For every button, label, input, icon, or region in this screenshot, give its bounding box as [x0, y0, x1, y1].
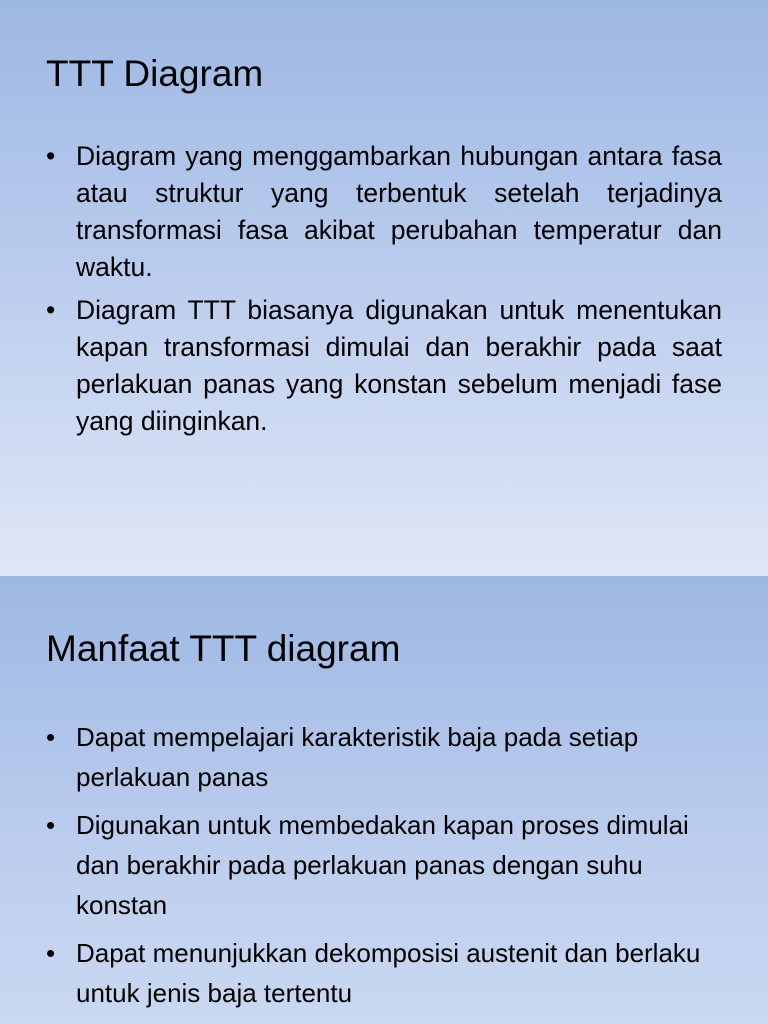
- bullet-text: Dapat mempelajari karakteristik baja pada setiap perlakuan panas: [76, 722, 639, 792]
- bullet-list: [46, 138, 722, 446]
- bullet-item: [46, 805, 722, 925]
- bullet-icon: •: [46, 722, 56, 752]
- bullet-icon: •: [46, 810, 56, 840]
- bullet-text: Diagram yang menggambarkan hubungan antara fasa atau struktur yang terbentuk setelah terjadinya transformasi fasa akibat perubahan temperatur dan waktu.: [76, 141, 722, 282]
- bullet-item: [46, 933, 722, 1013]
- bullet-icon: •: [46, 938, 56, 968]
- bullet-item: [46, 292, 722, 440]
- bullet-icon: •: [46, 141, 56, 171]
- bullet-text: Dapat menunjukkan dekomposisi austenit dan berlaku untuk jenis baja tertentu: [76, 938, 701, 1008]
- slide-title: Manfaat TTT diagram: [46, 628, 401, 669]
- bullet-text: Digunakan untuk membedakan kapan proses dimulai dan berakhir pada perlakuan panas dengan suhu konstan: [76, 810, 689, 920]
- bullet-text: Diagram TTT biasanya digunakan untuk menentukan kapan transformasi dimulai dan berakhir pada saat perlakuan panas yang konstan sebelum menjadi fase yang diinginkan.: [76, 295, 722, 436]
- bullet-item: [46, 717, 722, 797]
- slide-title: TTT Diagram: [46, 53, 264, 94]
- bullet-icon: •: [46, 295, 56, 325]
- slide-manfaat-ttt-diagram: [0, 576, 768, 1024]
- bullet-item: [46, 138, 722, 286]
- bullet-list: [46, 717, 722, 1021]
